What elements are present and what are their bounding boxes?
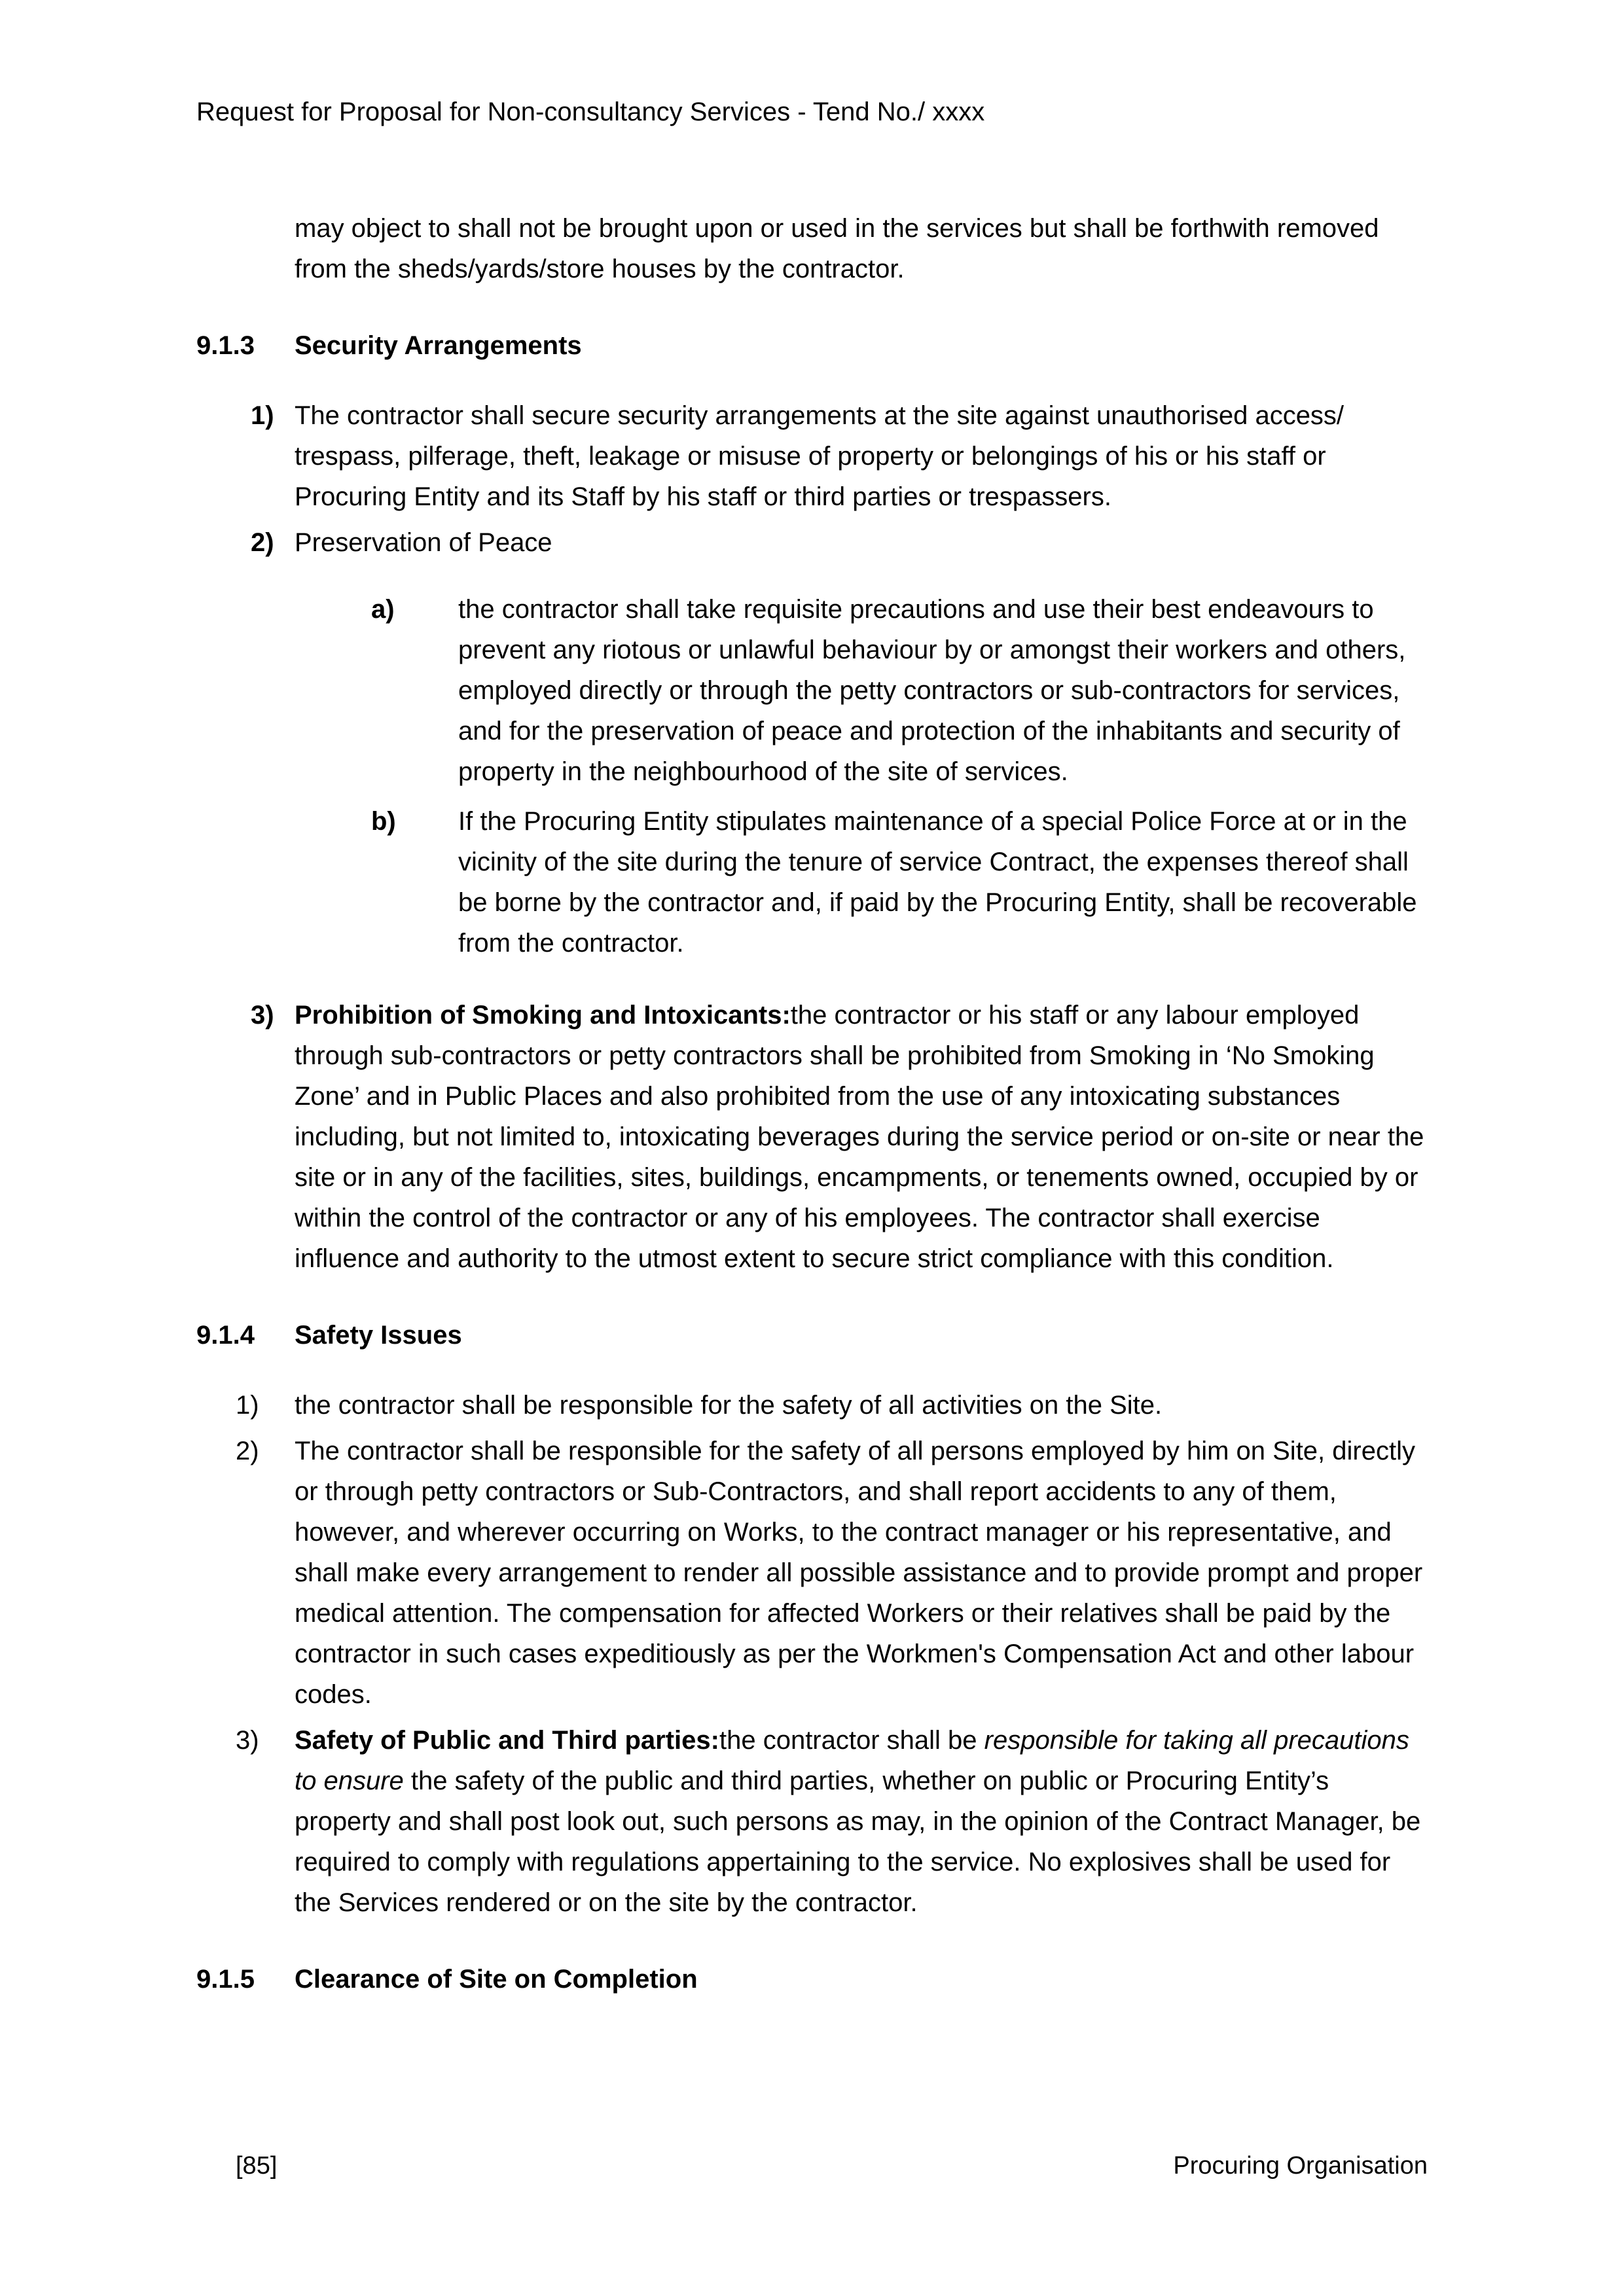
list-item-text bbox=[295, 995, 1428, 1279]
section-number: 9.1.3 bbox=[196, 331, 255, 360]
sub-list-marker: b) bbox=[371, 807, 396, 836]
footer-page-number: [85] bbox=[236, 2152, 278, 2179]
footer-organisation-name: Procuring Organisation bbox=[1173, 2152, 1428, 2179]
list-item-914-2 bbox=[196, 1431, 1428, 1715]
sub-list-item-text: the contractor shall take requisite precautions and use their best endeavours to prevent any riotous or unlawful behaviour by or amongst their workers and others, employed directly or through the petty contractors or sub-contractors for services, and for the preservation of peace and protection of the inhabitants and security of property in the neighbourhood of the site of services. bbox=[458, 595, 1406, 786]
list-item-913-2 bbox=[196, 522, 1428, 563]
sub-list-item-b bbox=[196, 801, 1428, 963]
list-item-text: The contractor shall secure security arrangements at the site against unauthorised access/ trespass, pilferage, theft, leakage or misuse of property or belongings of his or his staff or Procuring Entity and its Staff by his staff or third parties or trespassers. bbox=[295, 401, 1344, 511]
section-heading-9-1-5 bbox=[196, 1959, 1428, 2000]
sub-list-item-a bbox=[196, 589, 1428, 792]
list-marker: 2) bbox=[251, 528, 274, 557]
item-bold-lead: Safety of Public and Third parties: bbox=[295, 1726, 719, 1755]
page-header-title: Request for Proposal for Non-consultancy Services - Tend No./ xxxx bbox=[196, 98, 985, 126]
list-marker: 2) bbox=[236, 1437, 259, 1465]
list-item-text: The contractor shall be responsible for the safety of all persons employed by him on Site, directly or through petty contractors or Sub-Contractors, and shall report accidents to any of them, however, and wherever occurring on Works, to the contract manager or his representative, and shall make every arrangement to render all possible assistance and to provide prompt and proper medical attention. The compensation for affected Workers or their relatives shall be paid by the contractor in such cases expeditiously as per the Workmen's Compensation Act and other labour codes. bbox=[295, 1437, 1423, 1709]
section-title: Security Arrangements bbox=[295, 331, 582, 360]
list-item-text: Preservation of Peace bbox=[295, 528, 552, 557]
section-number: 9.1.4 bbox=[196, 1321, 255, 1350]
list-marker: 3) bbox=[251, 1001, 274, 1030]
list-marker: 3) bbox=[236, 1726, 259, 1755]
intro-paragraph: may object to shall not be brought upon or used in the services but shall be forthwith removed from the sheds/yards/store houses by the contractor. bbox=[295, 214, 1379, 283]
list-item-913-3 bbox=[196, 995, 1428, 1279]
section-heading-9-1-3 bbox=[196, 325, 1428, 366]
section-heading-9-1-4 bbox=[196, 1315, 1428, 1355]
list-item-text bbox=[295, 1720, 1428, 1923]
section-number: 9.1.5 bbox=[196, 1965, 255, 1994]
list-item-913-1 bbox=[196, 395, 1428, 517]
item-body-text: the safety of the public and third parties, whether on public or Procuring Entity’s property and shall post look out, such persons as may, in the opinion of the Contract Manager, be required to comply with regulations appertaining to the service. No explosives shall be used for the Services rendered or on the site by the contractor. bbox=[295, 1767, 1421, 1917]
sub-list-item-text: If the Procuring Entity stipulates maintenance of a special Police Force at or in the vicinity of the site during the tenure of service Contract, the expenses thereof shall be borne by the contractor and, if paid by the Procuring Entity, shall be recoverable from the contractor. bbox=[458, 807, 1417, 958]
list-marker: 1) bbox=[251, 401, 274, 430]
list-item-914-1 bbox=[196, 1385, 1428, 1426]
item-body-text: the contractor or his staff or any labour employed through sub-contractors or petty contractors shall be prohibited from Smoking in ‘No Smoking Zone’ and in Public Places and also prohibited from the use of any intoxicating substances including, but not limited to, intoxicating beverages during the service period or on-site or near the site or in any of the facilities, sites, buildings, encampments, or tenements owned, occupied by or within the control of the contractor or any of his employees. The contractor shall exercise influence and authority to the utmost extent to secure strict compliance with this condition. bbox=[295, 1001, 1424, 1273]
item-bold-lead: Prohibition of Smoking and Intoxicants: bbox=[295, 1001, 791, 1030]
sub-list bbox=[196, 589, 1428, 963]
item-body-text: the contractor shall be bbox=[719, 1726, 984, 1755]
section-title: Clearance of Site on Completion bbox=[295, 1965, 698, 1994]
sub-list-marker: a) bbox=[371, 595, 395, 624]
item-italic-text: responsible for taking all precautions to ensure bbox=[295, 1726, 1409, 1795]
page-footer bbox=[196, 2145, 1428, 2186]
list-item-914-3 bbox=[196, 1720, 1428, 1923]
section-title: Safety Issues bbox=[295, 1321, 462, 1350]
list-item-text: the contractor shall be responsible for the safety of all activities on the Site. bbox=[295, 1391, 1163, 1420]
list-marker: 1) bbox=[236, 1391, 259, 1420]
